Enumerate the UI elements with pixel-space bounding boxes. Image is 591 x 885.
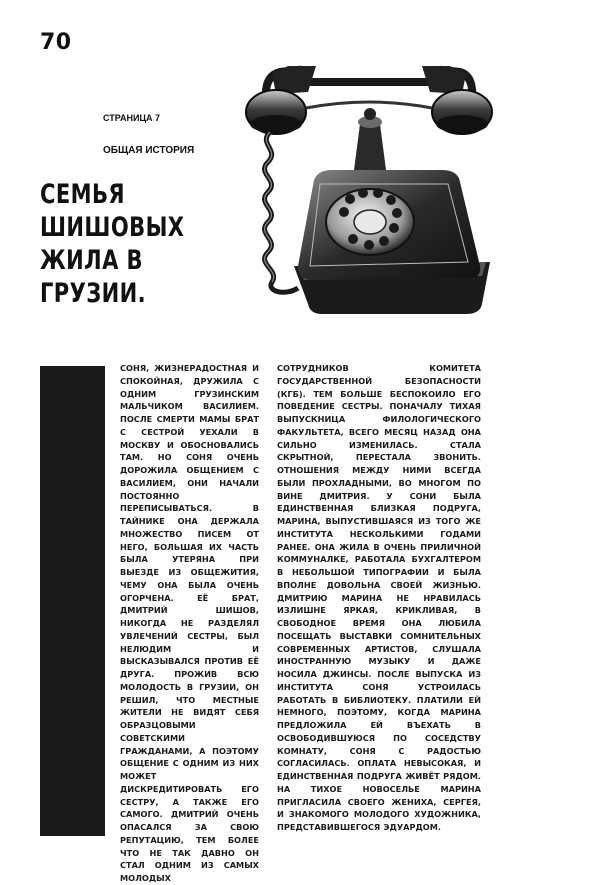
article-column-left: СОНЯ, ЖИЗНЕРАДОСТНАЯ И СПОКОЙНАЯ, ДРУЖИЛА С ОДНИМ ГРУЗИНСКИМ МАЛЬЧИКОМ ВАСИЛИЕМ. ПОСЛЕ СМЕРТИ МАМЫ БРАТ С СЕСТРОЙ УЕХАЛИ В МОСКВУ И ОБОСНОВАЛИСЬ ТАМ. НО СОНЯ ОЧЕНЬ ДОРОЖИЛА ОБЩЕНИЕМ С ВАСИЛИЕМ, ОНИ НАЧАЛИ ПОСТОЯННО ПЕРЕПИСЫВАТЬСЯ. В ТАЙНИКЕ ОНА ДЕРЖАЛА МНОЖЕСТВО ПИСЕМ ОТ НЕГО, БОЛЬШАЯ ИХ ЧАСТЬ БЫЛА УТЕРЯНА ПРИ ВЫЕЗДЕ ИЗ ОБЩЕЖИТИЯ, ЧЕМУ ОНА БЫЛА ОЧЕНЬ ОГОРЧЕНА. ЕЁ БРАТ, ДМИТРИЙ ШИШОВ, НИКОГДА НЕ РАЗДЕЛЯЛ УВЛЕЧЕНИЙ СЕСТРЫ, БЫЛ НЕЛЮДИМ И ВЫСКАЗЫВАЛСЯ ПРОТИВ ЕЁ ДРУГА. ПРОЖИВ ВСЮ МОЛОДОСТЬ В ГРУЗИИ, ОН РЕШИЛ, ЧТО МЕСТНЫЕ ЖИТЕЛИ НЕ ВИДЯТ СЕБЯ ОБРАЗЦОВЫМИ СОВЕТСКИМИ ГРАЖДАНАМИ, А ПОЭТОМУ ОБЩЕНИЕ С ОДНИМ ИЗ НИХ МОЖЕТ ДИСКРЕДИТИРОВАТЬ ЕГО СЕСТРУ, А ТАКЖЕ ЕГО САМОГО. ДМИТРИЙ ОЧЕНЬ ОПАСАЛСЯ ЗА СВОЮ РЕПУТАЦИЮ, ТЕМ БОЛЕЕ ЧТО НЕ ТАК ДАВНО ОН СТАЛ ОДНИМ ИЗ САМЫХ МОЛОДЫХ bbox=[120, 363, 259, 883]
headline: СЕМЬЯ ШИШОВЫХ ЖИЛА В ГРУЗИИ. bbox=[40, 179, 185, 309]
page-number: 70 bbox=[40, 30, 72, 55]
article-column-right: СОТРУДНИКОВ КОМИТЕТА ГОСУДАРСТВЕННОЙ БЕЗОПАСНОСТИ (КГБ). ТЕМ БОЛЬШЕ БЕСПОКОИЛО ЕГО ПОВЕДЕНИЕ СЕСТРЫ. ПОНАЧАЛУ ТИХАЯ ВЫПУСКНИЦА ФИЛОЛОГИЧЕСКОГО ФАКУЛЬТЕТА, ВСЕГО МЕСЯЦ НАЗАД ОНА СИЛЬНО ИЗМЕНИЛАСЬ. СТАЛА СКРЫТНОЙ, ПЕРЕСТАЛА ЗВОНИТЬ. ОТНОШЕНИЯ МЕЖДУ НИМИ ВСЕГДА БЫЛИ ПРОХЛАДНЫМИ, ВО МНОГОМ ПО ВИНЕ ДМИТРИЯ. У СОНИ БЫЛА ЕДИНСТВЕННАЯ БЛИЗКАЯ ПОДРУГА, МАРИНА, ВЫПУСТИВШАЯСЯ ИЗ ТОГО ЖЕ ИНСТИТУТА НЕСКОЛЬКИМИ ГОДАМИ РАНЕЕ. ОНА ЖИЛА В ОЧЕНЬ ПРИЛИЧНОЙ КОММУНАЛКЕ, РАБОТАЛА БУХГАЛТЕРОМ В НЕБОЛЬШОЙ ТИПОГРАФИИ И БЫЛА ВПОЛНЕ ДОВОЛЬНА СВОЕЙ ЖИЗНЬЮ. ДМИТРИЮ МАРИНА НЕ НРАВИЛАСЬ ИЗЛИШНЕ ЯРКАЯ, КРИКЛИВАЯ, В СВОБОДНОЕ ВРЕМЯ ОНА ЛЮБИЛА ПОСЕЩАТЬ ВЫСТАВКИ СОМНИТЕЛЬНЫХ СОВРЕМЕННЫХ АРТИСТОВ, СЛУШАЛА ИНОСТРАННУЮ МУЗЫКУ И ДАЖЕ НОСИЛА ДЖИНСЫ. ПОСЛЕ ВЫПУСКА ИЗ ИНСТИТУТА СОНЯ УСТРОИЛАСЬ РАБОТАТЬ В БИБЛИОТЕКУ. ПЛАТИЛИ ЕЙ НЕМНОГО, ПОЭТОМУ, КОГДА МАРИНА ПРЕДЛОЖИЛА ЕЙ ВЪЕХАТЬ В ОСВОБОДИВШУЮСЯ ПО СОСЕДСТВУ КОМНАТУ, СОНЯ С РАДОСТЬЮ СОГЛАСИЛАСЬ. ОПЛАТА НЕВЫСОКАЯ, И ЕДИНСТВЕННАЯ ПОДРУГА ЖИВЁТ РЯДОМ. НА ТИХОЕ НОВОСЕЛЬЕ МАРИНА ПРИГЛАСИЛА СВОЕГО ЖЕНИХА, СЕРГЕЯ, И ЗНАКОМОГО МОЛОДОГО ХУДОЖНИКА, ПРЕДСТАВИВШЕГОСЯ ЭДУАРДОМ. bbox=[277, 363, 481, 832]
rotary-telephone-icon bbox=[236, 52, 498, 324]
section-label: ОБЩАЯ ИСТОРИЯ bbox=[103, 145, 195, 156]
page-reference: СТРАНИЦА 7 bbox=[103, 113, 161, 123]
decorative-black-bar bbox=[40, 366, 105, 836]
